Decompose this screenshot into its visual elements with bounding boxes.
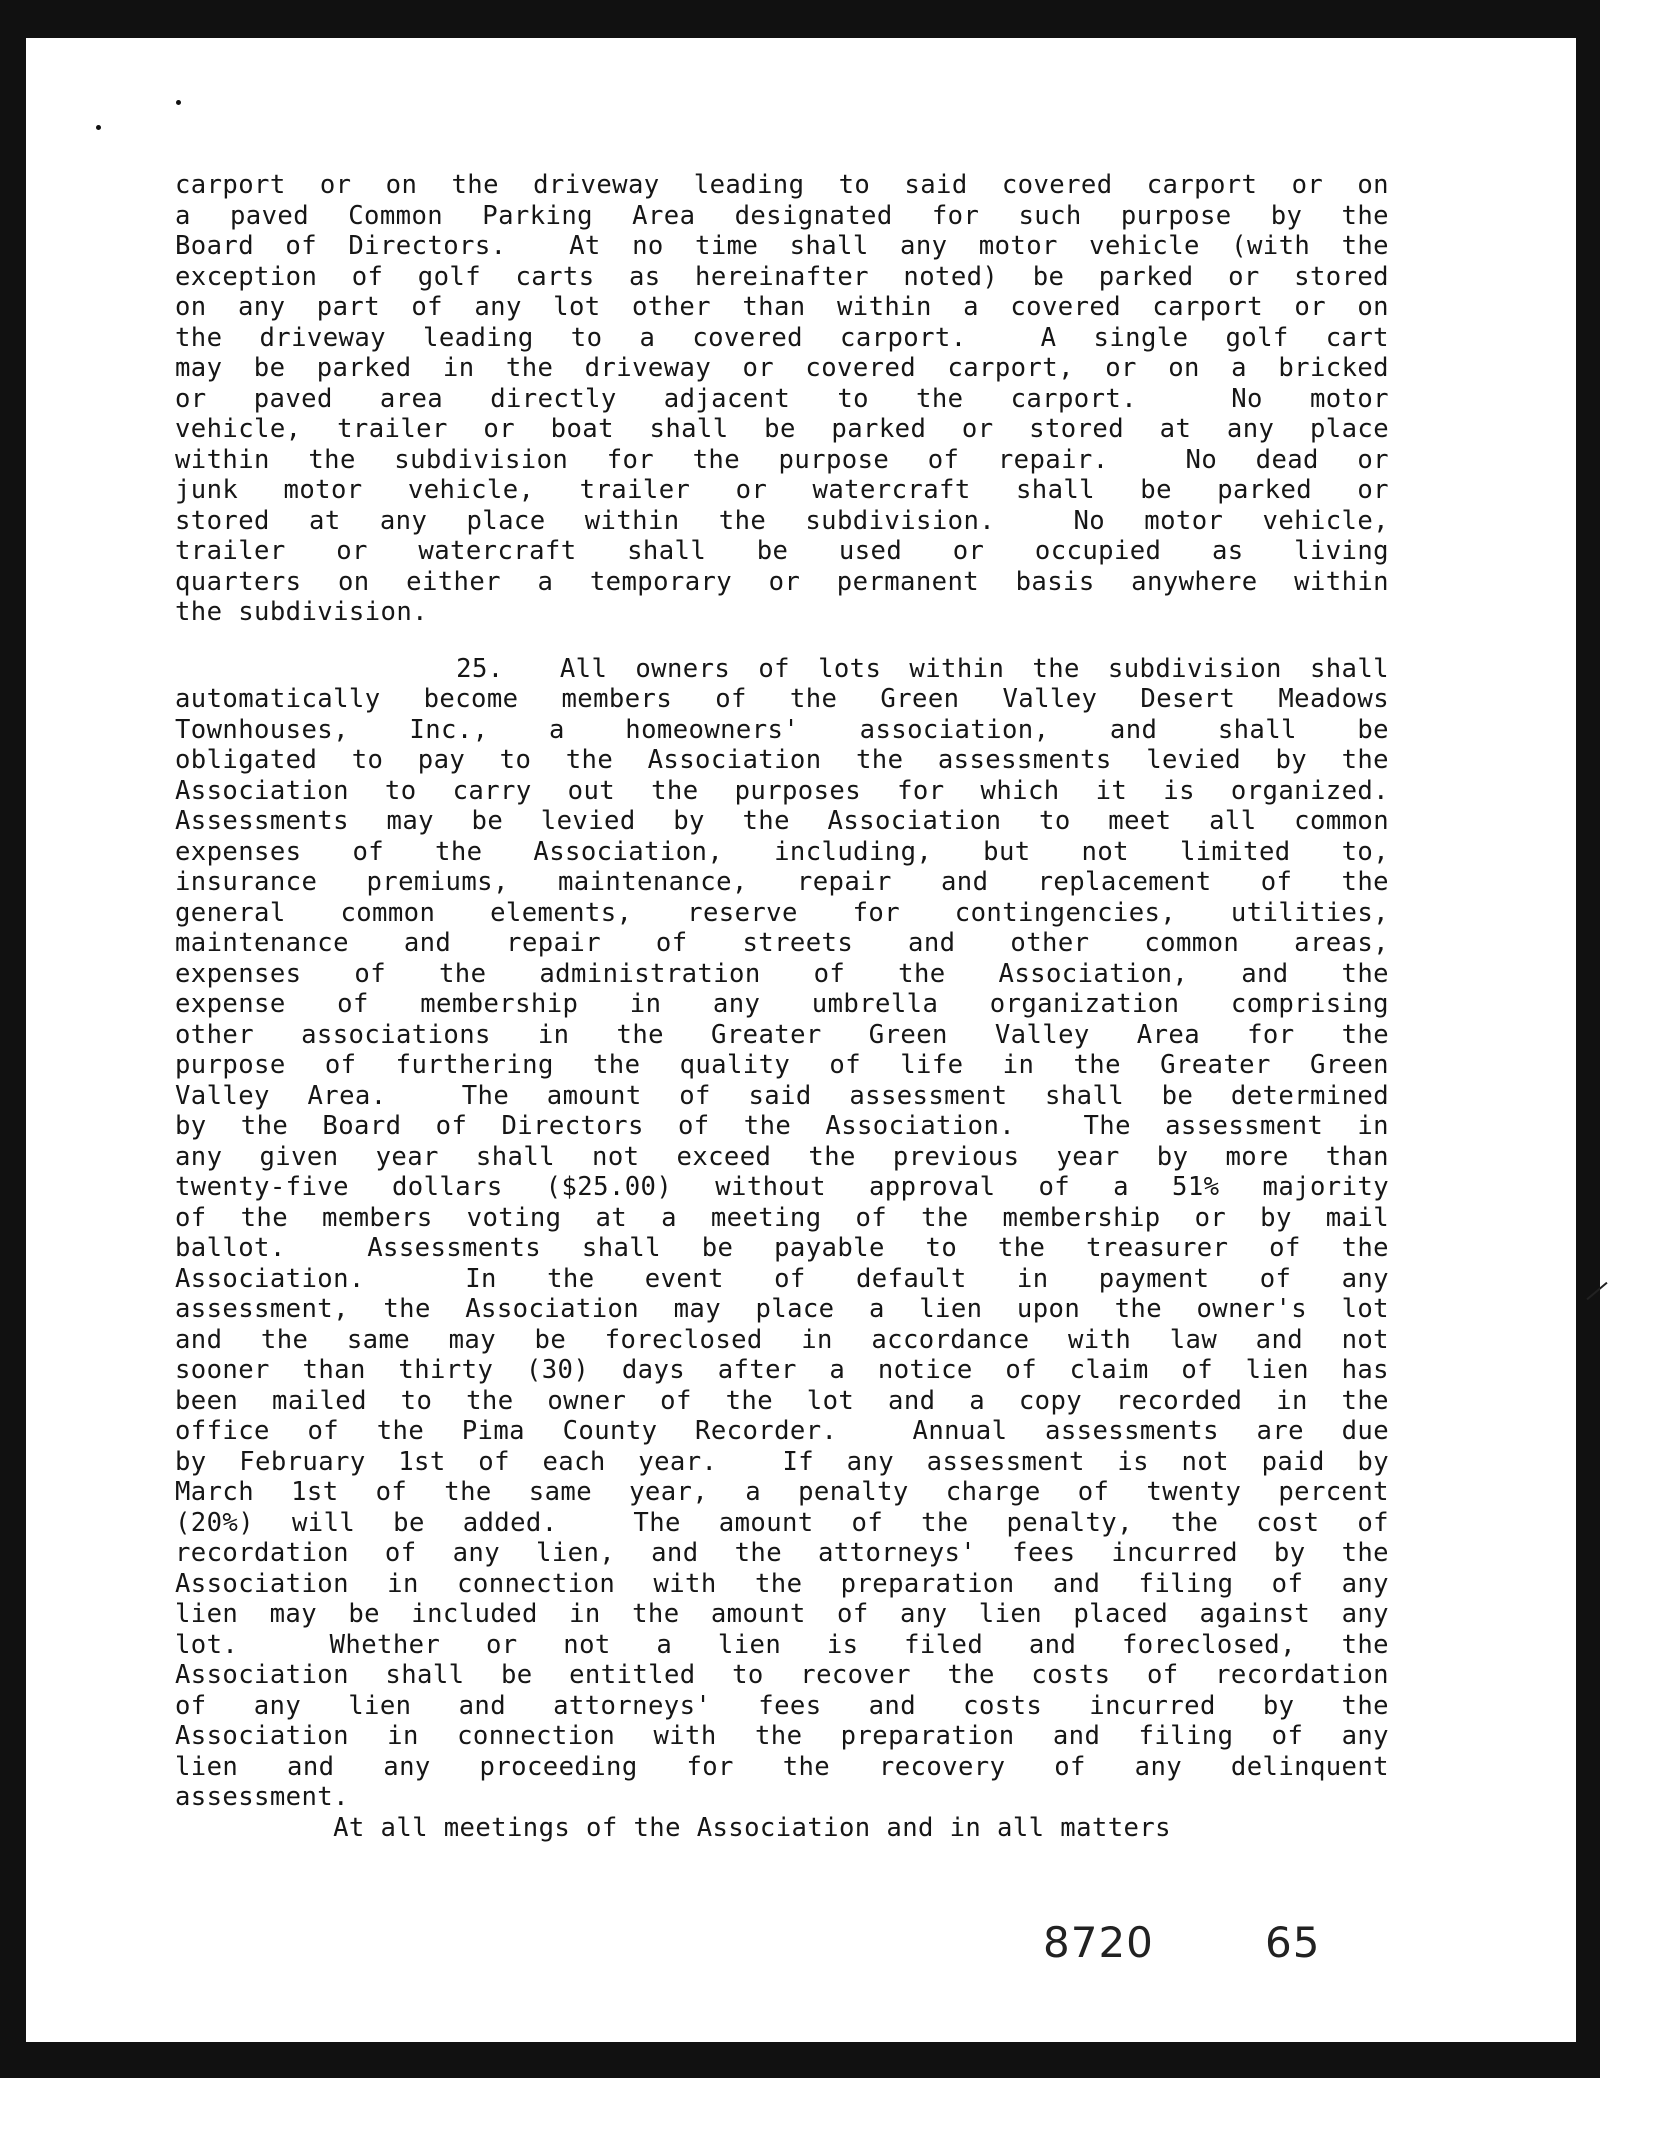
text-line: on any part of any lot other than within a covered carport or on — [175, 292, 1389, 322]
text-line: the driveway leading to a covered carport. A single golf cart — [175, 322, 1389, 353]
text-line: obligated to pay to the Association the assessments levied by the — [175, 745, 1389, 775]
text-line: Association shall be entitled to recover the costs of recordation — [175, 1660, 1389, 1690]
text-line: of any lien and attorneys' fees and costs incurred by the — [175, 1690, 1389, 1721]
scan-speck — [176, 100, 181, 105]
text-line: office of the Pima County Recorder. Annual assessments are due — [175, 1416, 1389, 1446]
text-line: exception of golf carts as hereinafter noted) be parked or stored — [175, 261, 1389, 292]
text-line: may be parked in the driveway or covered carport, or on a bricked — [175, 353, 1389, 383]
text-line: other associations in the Greater Green Valley Area for the — [175, 1019, 1389, 1050]
text-line: expense of membership in any umbrella organization comprising — [175, 989, 1389, 1019]
text-line: Association to carry out the purposes for which it is organized. — [175, 775, 1389, 806]
page-number: 65 — [1265, 1918, 1321, 1967]
scan-border-left — [0, 0, 26, 2078]
scan-border-bottom — [0, 2042, 1600, 2078]
paragraph-gap — [175, 628, 1389, 654]
text-line: Valley Area. The amount of said assessment shall be determined — [175, 1080, 1389, 1111]
text-line: a paved Common Parking Area designated for such purpose by the — [175, 200, 1389, 231]
text-line: Townhouses, Inc., a homeowners' association, and shall be — [175, 714, 1389, 745]
recording-number: 8720 — [1043, 1918, 1154, 1967]
text-line: stored at any place within the subdivision. No motor vehicle, — [175, 505, 1389, 536]
text-line: lien and any proceeding for the recovery of any delinquent — [175, 1751, 1389, 1782]
text-line: sooner than thirty (30) days after a notice of claim of lien has — [175, 1355, 1389, 1385]
text-line: lien may be included in the amount of any lien placed against any — [175, 1599, 1389, 1629]
text-line: insurance premiums, maintenance, repair and replacement of the — [175, 867, 1389, 897]
text-line: and the same may be foreclosed in accordance with law and not — [175, 1324, 1389, 1355]
text-line: lot. Whether or not a lien is filed and foreclosed, the — [175, 1629, 1389, 1660]
text-line: by the Board of Directors of the Association. The assessment in — [175, 1111, 1389, 1141]
text-line: expenses of the Association, including, but not limited to, — [175, 836, 1389, 867]
text-line: general common elements, reserve for contingencies, utilities, — [175, 897, 1389, 928]
text-line: Board of Directors. At no time shall any motor vehicle (with the — [175, 231, 1389, 261]
scan-border-right — [1576, 0, 1600, 2078]
text-line: within the subdivision for the purpose of repair. No dead or — [175, 444, 1389, 475]
text-line: vehicle, trailer or boat shall be parked or stored at any place — [175, 414, 1389, 444]
text-line: Association in connection with the preparation and filing of any — [175, 1568, 1389, 1599]
text-line: ballot. Assessments shall be payable to the treasurer of the — [175, 1233, 1389, 1263]
text-line: the subdivision. — [175, 597, 428, 627]
text-line: (20%) will be added. The amount of the penalty, the cost of — [175, 1507, 1389, 1538]
document-body-text — [175, 170, 1389, 1843]
text-line: expenses of the administration of the Association, and the — [175, 958, 1389, 989]
text-line: assessment, the Association may place a lien upon the owner's lot — [175, 1294, 1389, 1324]
scan-speck — [96, 125, 101, 130]
text-line: by February 1st of each year. If any assessment is not paid by — [175, 1446, 1389, 1477]
text-line: Association. In the event of default in payment of any — [175, 1263, 1389, 1294]
text-line: recordation of any lien, and the attorneys' fees incurred by the — [175, 1538, 1389, 1568]
text-line: assessment. — [175, 1782, 349, 1812]
text-line: March 1st of the same year, a penalty charge of twenty percent — [175, 1477, 1389, 1507]
text-line: carport or on the driveway leading to said covered carport or on — [175, 170, 1389, 200]
text-line: or paved area directly adjacent to the carport. No motor — [175, 383, 1389, 414]
text-line: automatically become members of the Green Valley Desert Meadows — [175, 684, 1389, 714]
text-line: trailer or watercraft shall be used or occupied as living — [175, 536, 1389, 566]
scan-border-top — [0, 0, 1600, 38]
text-line: purpose of furthering the quality of life in the Greater Green — [175, 1050, 1389, 1080]
text-line: of the members voting at a meeting of the membership or by mail — [175, 1202, 1389, 1233]
text-line: junk motor vehicle, trailer or watercraft shall be parked or — [175, 475, 1389, 505]
text-line: any given year shall not exceed the previous year by more than — [175, 1141, 1389, 1172]
text-line: been mailed to the owner of the lot and a copy recorded in the — [175, 1385, 1389, 1416]
text-line: maintenance and repair of streets and other common areas, — [175, 928, 1389, 958]
text-line: At all meetings of the Association and in all matters — [175, 1812, 1171, 1843]
text-line: Association in connection with the preparation and filing of any — [175, 1721, 1389, 1751]
text-line: 25. All owners of lots within the subdivision shall — [175, 653, 1389, 684]
text-line: quarters on either a temporary or permanent basis anywhere within — [175, 566, 1389, 597]
text-line: twenty-five dollars ($25.00) without approval of a 51% majority — [175, 1172, 1389, 1202]
text-line: Assessments may be levied by the Association to meet all common — [175, 806, 1389, 836]
